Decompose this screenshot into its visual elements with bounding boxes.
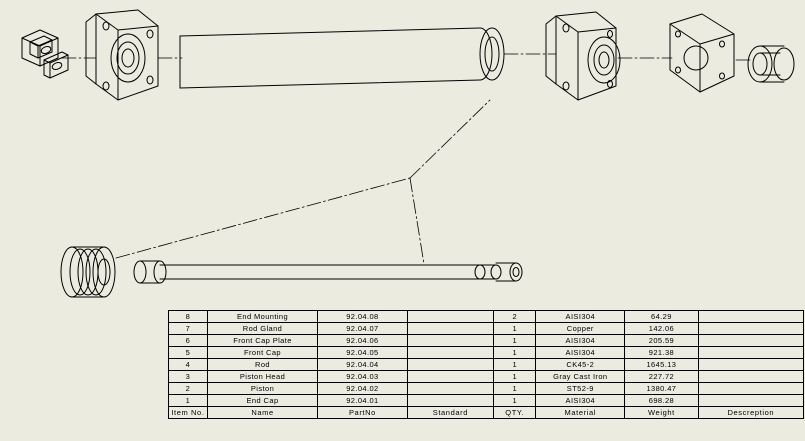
part-rod-gland bbox=[748, 46, 794, 82]
bom-name: Front Cap Plate bbox=[207, 335, 317, 347]
bom-qty: 2 bbox=[494, 311, 536, 323]
assembly-centerlines bbox=[62, 54, 750, 264]
bom-material: CK45-2 bbox=[536, 359, 625, 371]
bom-qty: 1 bbox=[494, 335, 536, 347]
column-header-descreption: Descreption bbox=[698, 407, 803, 419]
bom-item-no: 7 bbox=[169, 323, 208, 335]
bom-weight: 921.38 bbox=[625, 347, 698, 359]
bom-item-no: 5 bbox=[169, 347, 208, 359]
table-row[interactable] bbox=[169, 359, 804, 371]
table-row[interactable] bbox=[169, 347, 804, 359]
bom-qty: 1 bbox=[494, 323, 536, 335]
bom-standard bbox=[407, 347, 493, 359]
bom-weight: 64.29 bbox=[625, 311, 698, 323]
part-piston-head bbox=[61, 247, 115, 297]
bom-item-no: 2 bbox=[169, 383, 208, 395]
bom-weight: 205.59 bbox=[625, 335, 698, 347]
part-front-cap bbox=[546, 12, 620, 100]
part-end-mounting-left bbox=[22, 30, 68, 78]
bom-name: Front Cap bbox=[207, 347, 317, 359]
bom-weight: 1645.13 bbox=[625, 359, 698, 371]
table-row[interactable] bbox=[169, 311, 804, 323]
bom-qty: 1 bbox=[494, 395, 536, 407]
bom-descreption bbox=[698, 323, 803, 335]
bom-descreption bbox=[698, 383, 803, 395]
bom-name: End Mounting bbox=[207, 311, 317, 323]
column-header-material: Material bbox=[536, 407, 625, 419]
bom-descreption bbox=[698, 335, 803, 347]
bom-material: AISI304 bbox=[536, 311, 625, 323]
column-header-weight: Weight bbox=[625, 407, 698, 419]
bom-qty: 1 bbox=[494, 359, 536, 371]
bom-material: Gray Cast Iron bbox=[536, 371, 625, 383]
part-end-cap bbox=[86, 10, 158, 100]
table-row[interactable] bbox=[169, 371, 804, 383]
part-front-cap-plate bbox=[670, 14, 734, 92]
bom-partno: 92.04.01 bbox=[318, 395, 408, 407]
column-header-partno: PartNo bbox=[318, 407, 408, 419]
bom-descreption bbox=[698, 311, 803, 323]
bom-material: Copper bbox=[536, 323, 625, 335]
bom-weight: 227.72 bbox=[625, 371, 698, 383]
bom-item-no: 6 bbox=[169, 335, 208, 347]
bom-name: Rod Gland bbox=[207, 323, 317, 335]
table-row[interactable] bbox=[169, 323, 804, 335]
bom-descreption bbox=[698, 359, 803, 371]
bom-item-no: 1 bbox=[169, 395, 208, 407]
bom-descreption bbox=[698, 395, 803, 407]
bom-standard bbox=[407, 359, 493, 371]
bom-standard bbox=[407, 323, 493, 335]
bom-standard bbox=[407, 395, 493, 407]
table-header-row bbox=[169, 407, 804, 419]
bom-standard bbox=[407, 371, 493, 383]
column-header-standard: Standard bbox=[407, 407, 493, 419]
bom-descreption bbox=[698, 347, 803, 359]
bom-partno: 92.04.08 bbox=[318, 311, 408, 323]
bom-name: Piston Head bbox=[207, 371, 317, 383]
bom-qty: 1 bbox=[494, 371, 536, 383]
bom-qty: 1 bbox=[494, 383, 536, 395]
bom-weight: 1380.47 bbox=[625, 383, 698, 395]
bom-name: Rod bbox=[207, 359, 317, 371]
bom-partno: 92.04.05 bbox=[318, 347, 408, 359]
bom-weight: 142.06 bbox=[625, 323, 698, 335]
column-header-name: Name bbox=[207, 407, 317, 419]
part-cylinder-tube bbox=[180, 28, 504, 88]
part-piston-rod bbox=[134, 261, 522, 283]
column-header-item-no: Item No. bbox=[169, 407, 208, 419]
bom-material: AISI304 bbox=[536, 335, 625, 347]
bom-qty: 1 bbox=[494, 347, 536, 359]
bom-descreption bbox=[698, 371, 803, 383]
table-row[interactable] bbox=[169, 383, 804, 395]
bom-material: ST52-9 bbox=[536, 383, 625, 395]
bom-name: Piston bbox=[207, 383, 317, 395]
bom-material: AISI304 bbox=[536, 347, 625, 359]
bom-partno: 92.04.03 bbox=[318, 371, 408, 383]
table-row[interactable] bbox=[169, 335, 804, 347]
bom-partno: 92.04.07 bbox=[318, 323, 408, 335]
bom-name: End Cap bbox=[207, 395, 317, 407]
bom-material: AISI304 bbox=[536, 395, 625, 407]
table-row[interactable] bbox=[169, 395, 804, 407]
bom-standard bbox=[407, 311, 493, 323]
bom-weight: 698.28 bbox=[625, 395, 698, 407]
bom-standard bbox=[407, 335, 493, 347]
bill-of-materials-table bbox=[168, 310, 804, 419]
bom-partno: 92.04.04 bbox=[318, 359, 408, 371]
bom-partno: 92.04.02 bbox=[318, 383, 408, 395]
bom-item-no: 8 bbox=[169, 311, 208, 323]
column-header-qty: QTY. bbox=[494, 407, 536, 419]
bom-standard bbox=[407, 383, 493, 395]
bom-partno: 92.04.06 bbox=[318, 335, 408, 347]
bom-item-no: 4 bbox=[169, 359, 208, 371]
bom-item-no: 3 bbox=[169, 371, 208, 383]
